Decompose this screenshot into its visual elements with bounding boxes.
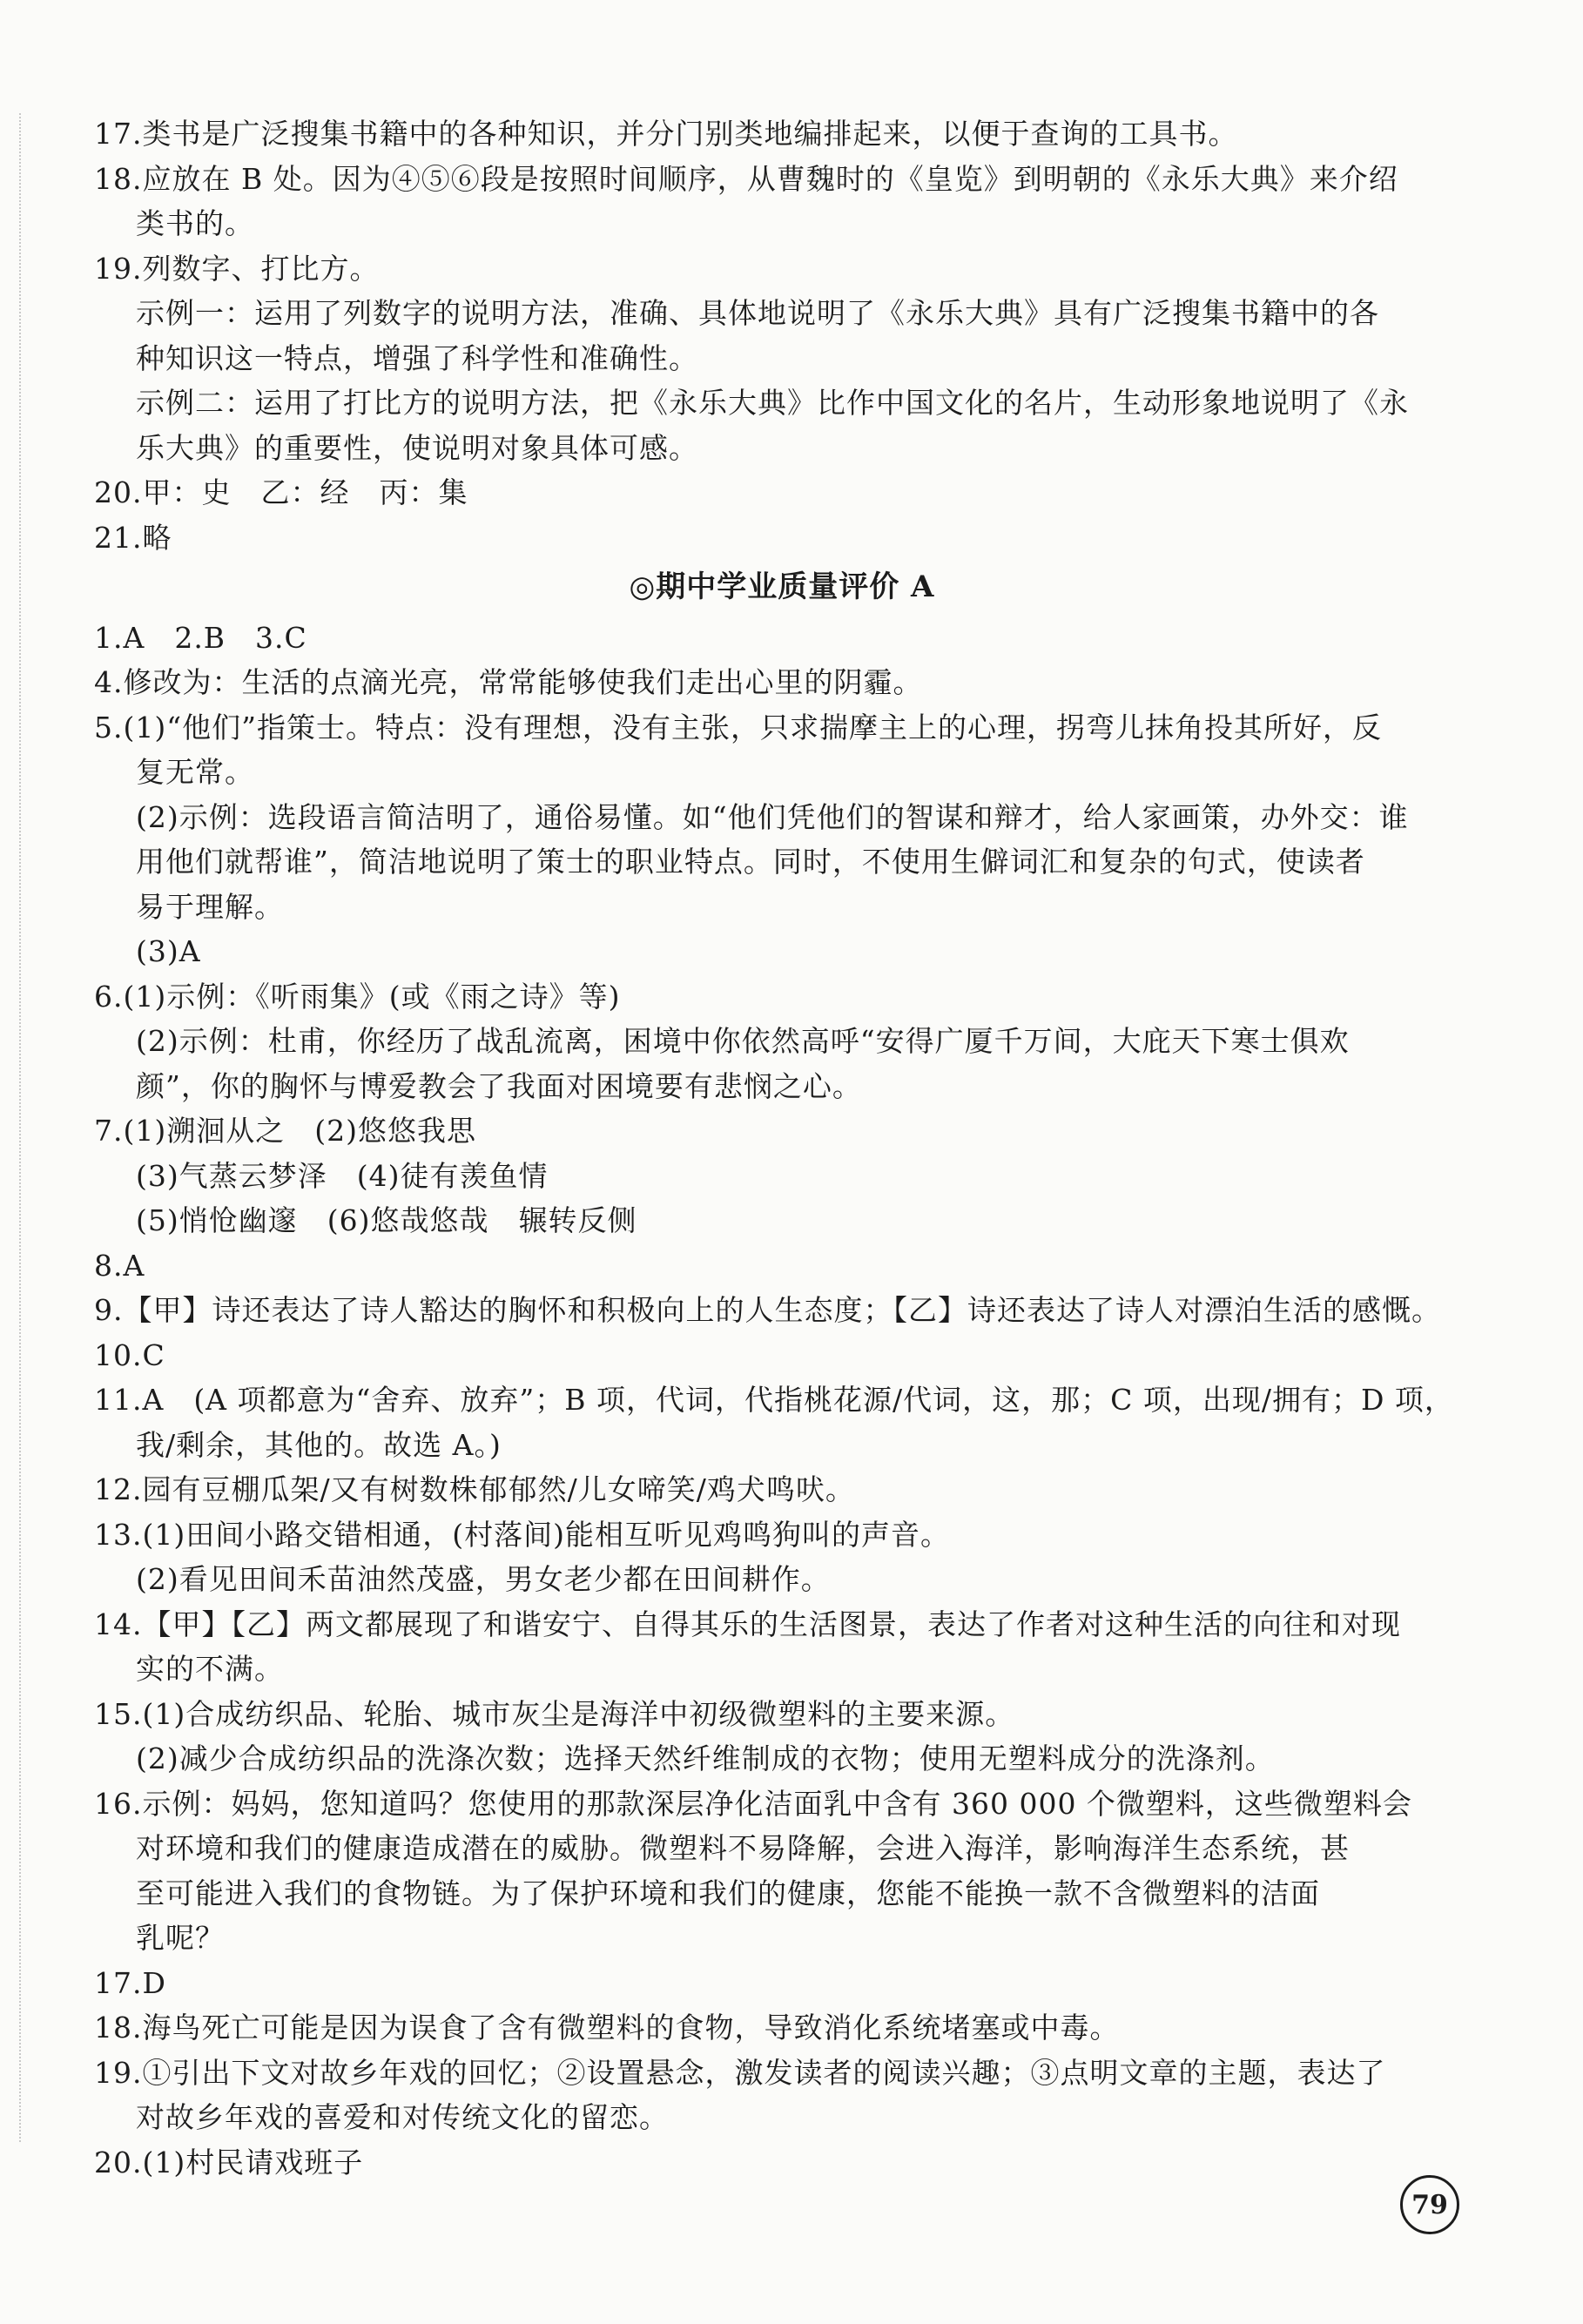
answer-line: 6.(1)示例：《听雨集》(或《雨之诗》等) bbox=[94, 979, 621, 1014]
answer-line: 5.(1)“他们”指策士。特点：没有理想，没有主张，只求揣摩主上的心理，拐弯儿抹角投其所好，反 bbox=[94, 710, 1382, 744]
answer-line: (3)气蒸云梦泽 (4)徒有羡鱼情 bbox=[136, 1158, 549, 1193]
answer-content bbox=[94, 111, 1470, 2185]
page-number: 79 bbox=[1400, 2175, 1459, 2234]
answer-line: 示例一：运用了列数字的说明方法，准确、具体地说明了《永乐大典》具有广泛搜集书籍中的各 bbox=[136, 296, 1379, 330]
answer-line: 20.(1)村民请戏班子 bbox=[94, 2145, 364, 2179]
answer-line: 对故乡年戏的喜爱和对传统文化的留恋。 bbox=[136, 2100, 669, 2134]
answer-line: 14.【甲】【乙】两文都展现了和谐安宁、自得其乐的生活图景，表达了作者对这种生活的向往和对现 bbox=[94, 1607, 1401, 1641]
answer-line: 16.示例：妈妈，您知道吗？您使用的那款深层净化洁面乳中含有 360 000 个微塑料，这些微塑料会 bbox=[94, 1786, 1412, 1821]
section-title: ◎期中学业质量评价 A bbox=[629, 569, 935, 604]
answer-line: 至可能进入我们的食物链。为了保护环境和我们的健康，您能不能换一款不含微塑料的洁面 bbox=[136, 1876, 1320, 1910]
answer-line: 15.(1)合成纺织品、轮胎、城市灰尘是海洋中初级微塑料的主要来源。 bbox=[94, 1696, 1015, 1731]
answer-line: 7.(1)溯洄从之 (2)悠悠我思 bbox=[94, 1114, 476, 1148]
answer-line: 我/剩余，其他的。故选 A。) bbox=[136, 1427, 502, 1462]
answer-line: 19.列数字、打比方。 bbox=[94, 251, 380, 286]
answer-line: 易于理解。 bbox=[136, 889, 284, 924]
answer-line: 19.①引出下文对故乡年戏的回忆；②设置悬念，激发读者的阅读兴趣；③点明文章的主题，表达了 bbox=[94, 2055, 1386, 2090]
answer-line: 类书的。 bbox=[136, 206, 254, 240]
binding-margin-line bbox=[19, 113, 21, 2142]
answer-line: (2)减少合成纺织品的洗涤次数；选择天然纤维制成的衣物；使用无塑料成分的洗涤剂。 bbox=[136, 1741, 1275, 1775]
answers-block-midterm-a bbox=[94, 616, 1470, 2186]
answer-line: 对环境和我们的健康造成潜在的威胁。微塑料不易降解，会进入海洋，影响海洋生态系统，甚 bbox=[136, 1831, 1350, 1865]
answer-line: 9.【甲】诗还表达了诗人豁达的胸怀和积极向上的人生态度；【乙】诗还表达了诗人对漂泊生活的感慨。 bbox=[94, 1293, 1441, 1327]
answer-line: 20.甲：史 乙：经 丙：集 bbox=[94, 475, 468, 509]
answer-line: 10.C bbox=[94, 1337, 165, 1372]
answer-line: 18.海鸟死亡可能是因为误食了含有微塑料的食物，导致消化系统堵塞或中毒。 bbox=[94, 2011, 1120, 2044]
answer-line: 18.应放在 B 处。因为④⑤⑥段是按照时间顺序，从曹魏时的《皇览》到明朝的《永乐大典》来介绍 bbox=[94, 161, 1398, 196]
answer-line: 1.A 2.B 3.C bbox=[94, 620, 307, 655]
answers-block-previous bbox=[94, 111, 1470, 560]
answer-line: 8.A bbox=[94, 1248, 145, 1283]
answer-line: (2)示例：选段语言简洁明了，通俗易懂。如“他们凭他们的智谋和辩才，给人家画策，办外交：谁 bbox=[136, 799, 1409, 834]
answer-line: 11.A (A 项都意为“舍弃、放弃”；B 项，代词，代指桃花源/代词，这，那；C 项，出现/拥有；D 项， bbox=[94, 1383, 1454, 1417]
answer-line: 用他们就帮谁”，简洁地说明了策士的职业特点。同时，不使用生僻词汇和复杂的句式，使读者 bbox=[136, 845, 1365, 879]
answer-line: 乳呢？ bbox=[136, 1921, 225, 1955]
answer-line: (2)看见田间禾苗油然茂盛，男女老少都在田间耕作。 bbox=[136, 1562, 831, 1596]
answer-line: 17.D bbox=[94, 1965, 166, 2000]
answer-line: 乐大典》的重要性，使说明对象具体可感。 bbox=[136, 430, 698, 465]
answer-line: 种知识这一特点，增强了科学性和准确性。 bbox=[136, 340, 698, 375]
answer-line: 复无常。 bbox=[136, 755, 254, 789]
answer-line: 13.(1)田间小路交错相通，(村落间)能相互听见鸡鸣狗叫的声音。 bbox=[94, 1517, 950, 1552]
answer-line: 12.园有豆棚瓜架/又有树数株郁郁然/儿女啼笑/鸡犬鸣吠。 bbox=[94, 1472, 855, 1506]
answer-line: 实的不满。 bbox=[136, 1652, 284, 1686]
answer-line: 颜”，你的胸怀与博爱教会了我面对困境要有悲悯之心。 bbox=[136, 1068, 862, 1103]
answer-line: (2)示例：杜甫，你经历了战乱流离，困境中你依然高呼“安得广厦千万间，大庇天下寒士俱欢 bbox=[136, 1024, 1350, 1058]
answer-line: (3)A bbox=[136, 934, 201, 968]
answer-line: (5)悄怆幽邃 (6)悠哉悠哉 辗转反侧 bbox=[136, 1203, 637, 1237]
answer-line: 17.类书是广泛搜集书籍中的各种知识，并分门别类地编排起来，以便于查询的工具书。 bbox=[94, 117, 1238, 151]
answer-line: 21.略 bbox=[94, 520, 172, 555]
answer-line: 示例二：运用了打比方的说明方法，把《永乐大典》比作中国文化的名片，生动形象地说明了《永 bbox=[136, 386, 1409, 420]
answer-line: 4.修改为：生活的点滴光亮，常常能够使我们走出心里的阴霾。 bbox=[94, 665, 923, 699]
